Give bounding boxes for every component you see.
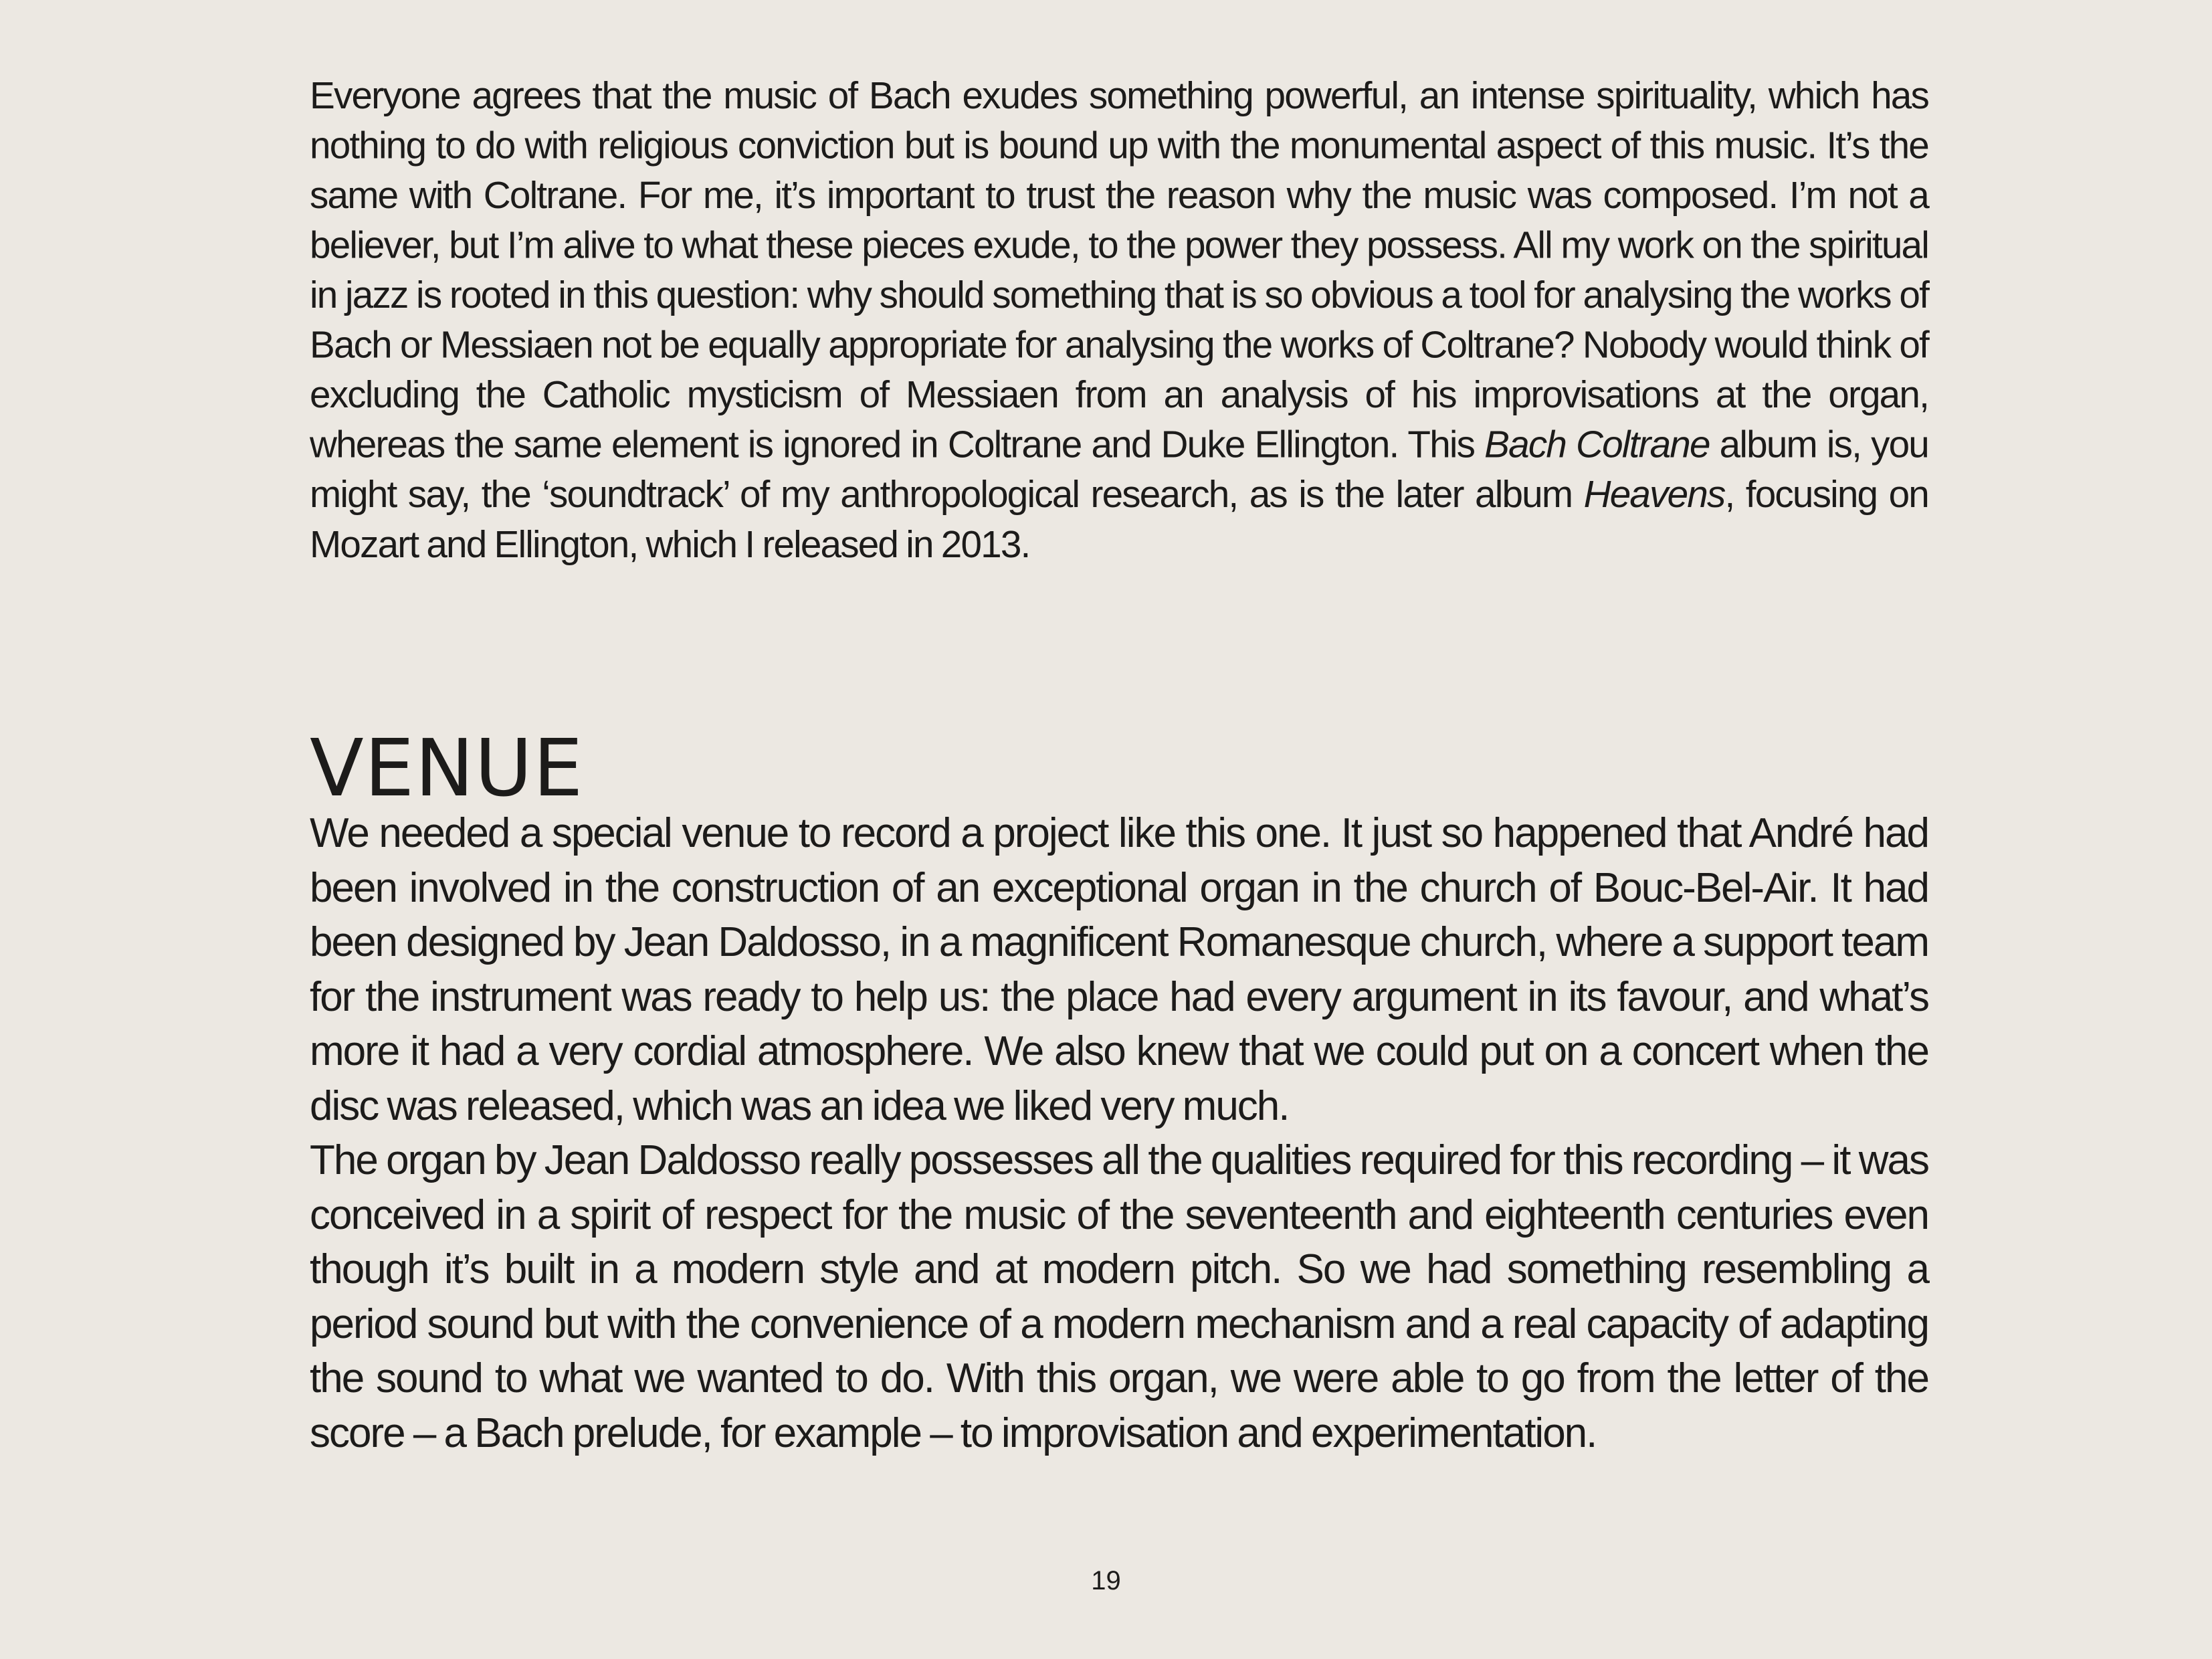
page-number: 19	[1091, 1566, 1121, 1595]
album-title-heavens: Heavens	[1583, 473, 1725, 516]
venue-paragraph-2: The organ by Jean Daldosso really possesses all the qualities required for this recording – it was conceived in a spirit of respect for the music of the seventeenth and eighteenth centuries even though it’s built in a modern style and at modern pitch. So we had something resembling a period sound but with the convenience of a modern mechanism and a real capacity of adapting the sound to what we wanted to do. With this organ, we were able to go from the letter of the score – a Bach prelude, for example – to improvisation and experimentation.	[310, 1137, 1928, 1456]
intro-text-part-2: album is, you might say, the ‘soundtrack’ of my anthropological research, as is the later album	[310, 423, 1928, 516]
album-title-bach-coltrane: Bach Coltrane	[1484, 423, 1710, 466]
venue-section	[310, 806, 1928, 1460]
intro-paragraph	[310, 71, 1928, 569]
venue-paragraph-1: We needed a special venue to record a project like this one. It just so happened that André had been involved in the construction of an exceptional organ in the church of Bouc-Bel-Air. It had been designed by Jean Daldosso, in a magnificent Romanesque church, where a support team for the instrument was ready to help us: the place had every argument in its favour, and what’s more it had a very cordial atmosphere. We also knew that we could put on a concert when the disc was released, which was an idea we liked very much.	[310, 810, 1928, 1129]
intro-text-part-3: , focusing on Mozart and Ellington, which I released in 2013.	[310, 473, 1928, 566]
intro-text-part-1: Everyone agrees that the music of Bach exudes something powerful, an intense spirituality, which has nothing to do with religious conviction but is bound up with the monumental aspect of this music. It’s the same with Coltrane. For me, it’s important to trust the reason why the music was composed. I’m not a believer, but I’m alive to what these pieces exude, to the power they possess. All my work on the spiritual in jazz is rooted in this question: why should something that is so obvious a tool for analysing the works of Bach or Messiaen not be equally appropriate for analysing the works of Coltrane? Nobody would think of excluding the Catholic mysticism of Messiaen from an analysis of his improvisations at the organ, whereas the same element is ignored in Coltrane and Duke Ellington. This	[310, 74, 1928, 466]
intro-section	[310, 71, 1928, 569]
venue-heading: VENUE	[310, 722, 584, 814]
